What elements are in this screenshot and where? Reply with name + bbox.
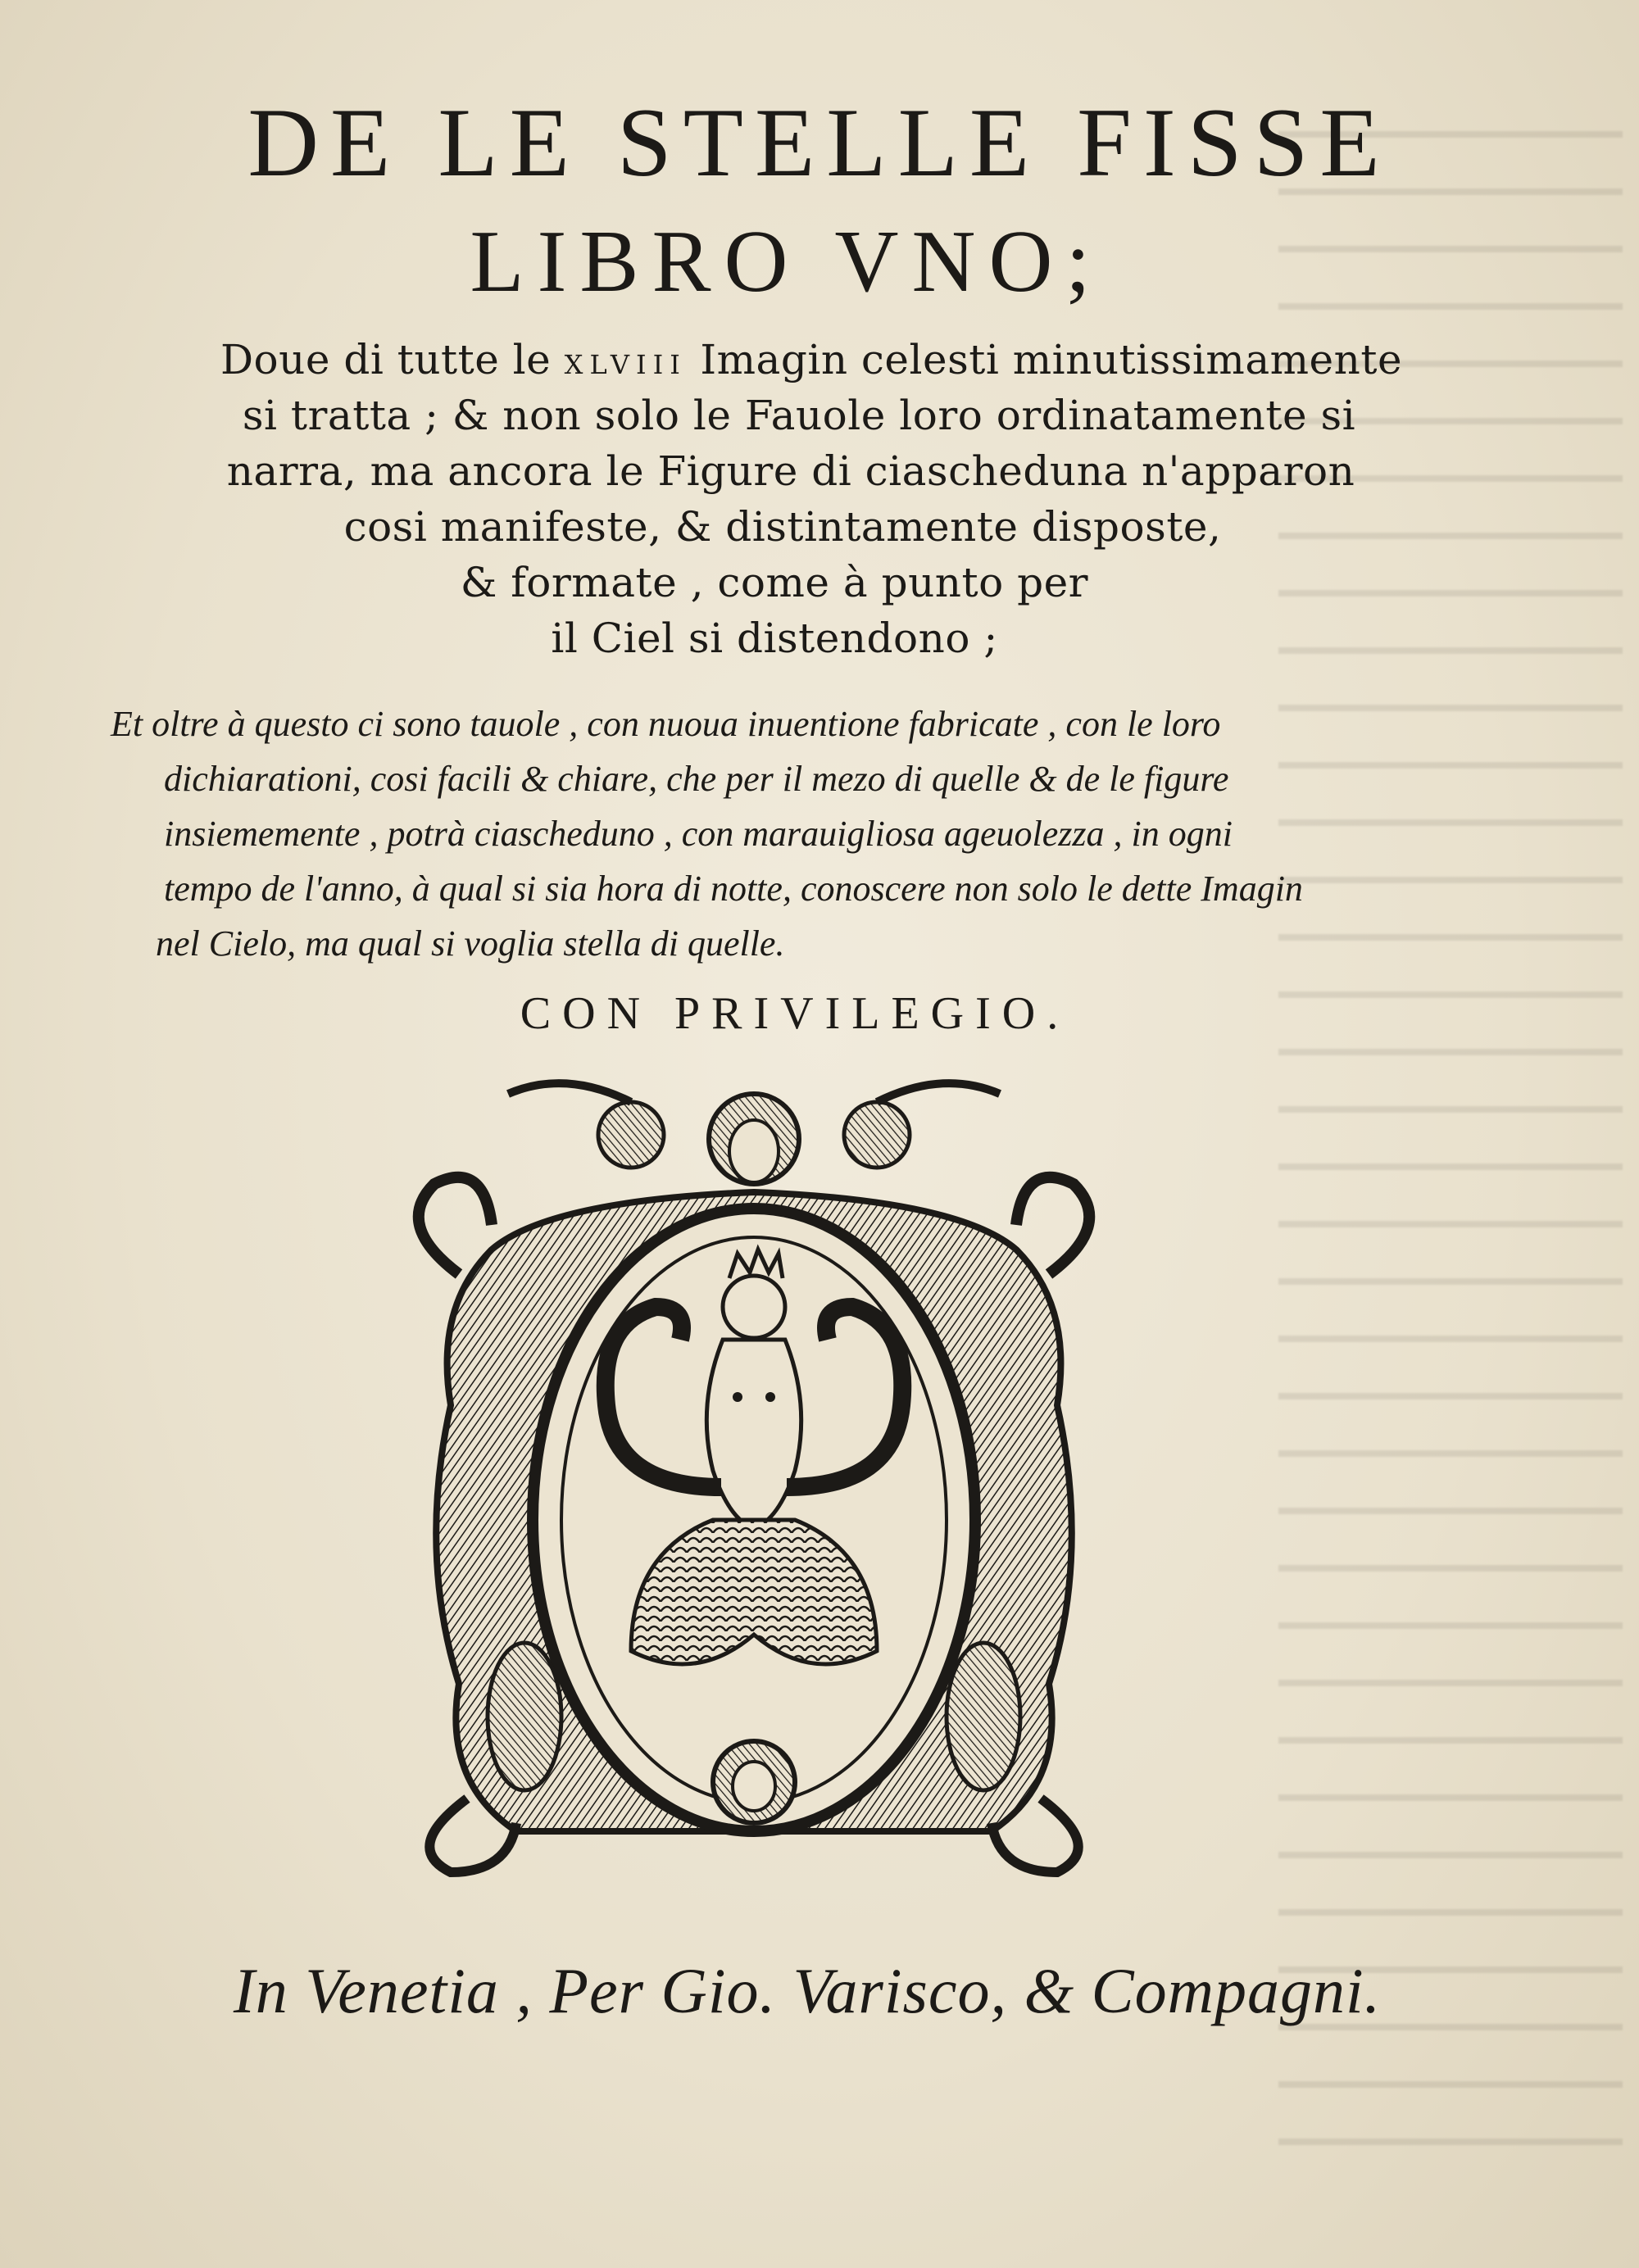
- description-text: Imagin celesti minutissimamente: [700, 336, 1403, 383]
- description-line-1: [0, 336, 1631, 383]
- book-subtitle: LIBRO VNO;: [470, 213, 1104, 311]
- description-line-5: & formate , come à punto per: [460, 559, 1089, 606]
- book-title: DE LE STELLE FISSE: [247, 88, 1392, 197]
- privilege-notice: CON PRIVILEGIO.: [520, 988, 1070, 1039]
- description-line-3: narra, ma ancora le Figure di ciascheduna n'apparon: [226, 447, 1355, 495]
- italic-line-3: insiemementе , potrà ciascheduno , con marauigliosa ageuolezza , in ogni: [164, 814, 1233, 854]
- italic-line-5: nel Cielo, ma qual si voglia stella di quelle.: [156, 923, 785, 964]
- siren-printer-device-icon: [385, 1061, 1123, 1880]
- description-line-4: cosi manifeste, & distintamente disposte,: [343, 503, 1222, 551]
- imprint: In Venetia , Per Gio. Varisco, & Compagni.: [233, 1955, 1382, 2026]
- description-text: Doue di tutte le: [220, 336, 552, 383]
- description-line-6: il Ciel si distendono ;: [551, 615, 998, 662]
- italic-line-4: tempo de l'anno, à qual si sia hora di notte, conoscere non solo le dette Imagin: [164, 869, 1303, 909]
- roman-numeral: XLVIII: [564, 349, 687, 380]
- italic-line-2: dichiarationi, cosi facili & chiare, che per il mezo di quelle & de le figure: [164, 759, 1229, 799]
- italic-line-1: Et oltre à questo ci sono tauole , con nuoua inuentione fabricate , con le loro: [111, 704, 1221, 744]
- description-line-2: si tratta ; & non solo le Fauole loro ordinatamente si: [242, 392, 1356, 439]
